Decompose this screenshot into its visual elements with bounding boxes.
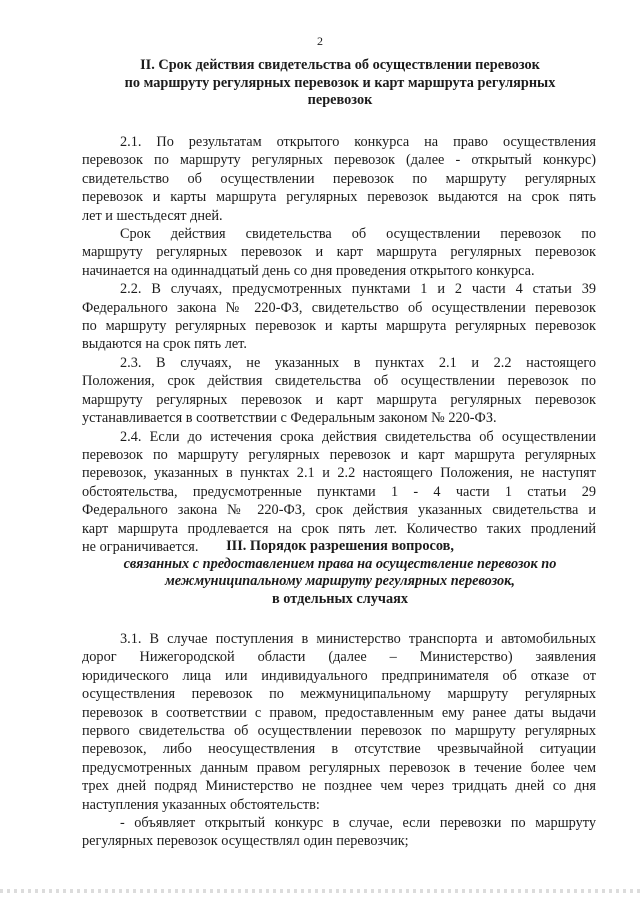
section2-text-line: перевозок по маршруту регулярных перевозок (далее - открытый конкурс) — [82, 152, 596, 169]
section-2-heading-line-2: по маршруту регулярных перевозок и карт маршрута регулярных — [124, 74, 556, 91]
section2-text-line: маршруту регулярных перевозок и карт маршрута регулярных перевозок — [82, 391, 596, 408]
section2-text-line: маршруту регулярных перевозок и карт маршрута регулярных перевозок — [82, 244, 596, 261]
section2-text-line: 2.2. В случаях, предусмотренных пунктами 1 и 2 части 4 статьи 39 — [120, 281, 596, 298]
section3-text-line: регулярных перевозок осуществлял один перевозчик; — [82, 833, 409, 850]
section3-text-line: предусмотренных данным правом регулярных перевозок в течение более чем — [82, 759, 596, 776]
section2-text-line: свидетельство об осуществлении перевозок по маршруту регулярных — [82, 170, 596, 187]
section-3-heading — [80, 538, 600, 608]
section-3-body — [82, 630, 596, 851]
section2-text-line: Федерального закона № 220-ФЗ, свидетельство об осуществлении перевозок — [82, 299, 596, 316]
section3-text-line: 3.1. В случае поступления в министерство транспорта и автомобильных — [120, 631, 596, 647]
section2-text-line: карт маршрута продлевается на срок пять лет. Количество таких продлений — [82, 520, 596, 537]
section2-text-line: выдаются на срок пять лет. — [82, 336, 247, 353]
section-2-heading — [80, 57, 600, 110]
section2-text-line: 2.4. Если до истечения срока действия свидетельства об осуществлении — [120, 428, 596, 445]
section2-text-line: перевозок по маршруту регулярных перевозок и карт маршрута регулярных — [82, 446, 596, 463]
section2-text-line: лет и шестьдесят дней. — [82, 207, 223, 224]
section2-text-line: 2.3. В случаях, не указанных в пунктах 2.1 и 2.2 настоящего — [120, 354, 596, 371]
section-2-body — [82, 133, 596, 556]
section3-text-line: первого свидетельства об осуществлении перевозок по маршруту регулярных — [82, 723, 596, 740]
section-2-heading-line-3: перевозок — [307, 92, 373, 108]
section-2-heading-line-1: II. Срок действия свидетельства об осуществлении перевозок — [140, 57, 540, 73]
section-3-heading-line-4: в отдельных случаях — [272, 590, 408, 607]
section3-text-line: дорог Нижегородской области (далее – Министерство) заявления — [82, 649, 596, 666]
section3-text-line: - объявляет открытый конкурс в случае, если перевозки по маршруту — [120, 815, 596, 832]
section-3-heading-line-1: III. Порядок разрешения вопросов, — [226, 538, 454, 554]
section2-text-line: Положения, срок действия свидетельства об осуществлении перевозок по — [82, 373, 596, 390]
section3-text-line: наступления указанных обстоятельств: — [82, 796, 320, 813]
section2-text-line: перевозок, указанных в пунктах 2.1 и 2.2 настоящего Положения, не наступят — [82, 465, 596, 482]
section-3-heading-line-2: связанных с предоставлением права на осуществление перевозок по — [123, 555, 557, 572]
section3-text-line: трех дней подряд Министерство не позднее чем через тридцать дней со дня — [82, 778, 596, 795]
section2-text-line: 2.1. По результатам открытого конкурса на право осуществления — [120, 134, 596, 150]
scan-noise-strip — [0, 889, 640, 893]
section2-text-line: перевозок и карты маршрута регулярных перевозок выдаются на срок пять — [82, 189, 596, 206]
section3-text-line: перевозок в соответствии с правом, предоставленным ему ранее даты выдачи — [82, 704, 596, 721]
section2-text-line: обстоятельства, предусмотренные пунктами 1 - 4 части 1 статьи 29 — [82, 483, 596, 500]
section2-text-line: начинается на одиннадцатый день со дня проведения открытого конкурса. — [82, 262, 535, 279]
section-3-heading-line-3: межмуниципальному маршруту регулярных перевозок, — [164, 573, 515, 589]
section2-text-line: Срок действия свидетельства об осуществлении перевозок по — [120, 226, 596, 243]
section2-text-line: Федерального закона № 220-ФЗ, срок действия указанных свидетельства и — [82, 502, 596, 519]
section3-text-line: юридического лица или индивидуального предпринимателя об отказе от — [82, 667, 596, 684]
section3-text-line: осуществления перевозок по межмуниципальному маршруту регулярных — [82, 686, 596, 703]
page-number: 2 — [317, 34, 323, 48]
section3-text-line: перевозок, либо неосуществления в отсутствие чрезвычайной ситуации — [82, 741, 596, 758]
section2-text-line: не ограничивается. — [82, 538, 199, 555]
section2-text-line: по маршруту регулярных перевозок и карты маршрута регулярных перевозок — [82, 318, 596, 335]
section2-text-line: устанавливается в соответствии с Федеральным законом № 220-ФЗ. — [82, 410, 497, 427]
